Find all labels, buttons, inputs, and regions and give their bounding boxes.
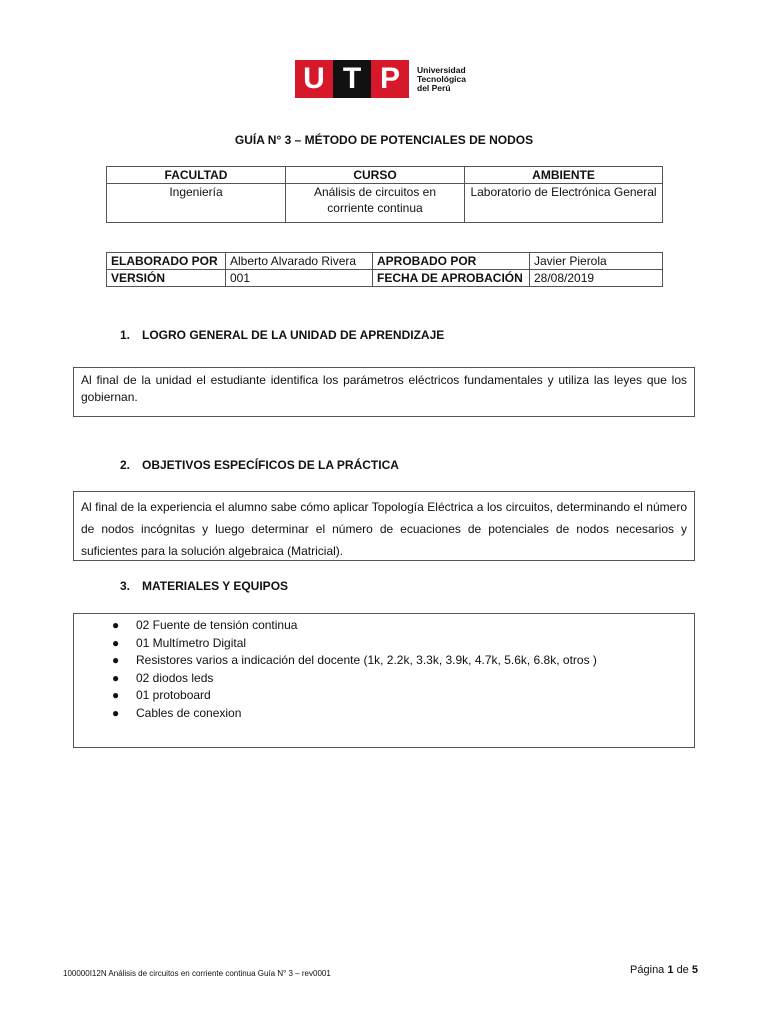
logo-letter-p: P	[371, 60, 409, 98]
bullet-icon: ●	[112, 705, 120, 720]
list-item: ● 02 Fuente de tensión continua	[136, 617, 687, 635]
header-curso: CURSO	[286, 167, 465, 184]
section-2-heading: 2. OBJETIVOS ESPECÍFICOS DE LA PRÁCTICA	[120, 458, 399, 472]
value-facultad: Ingeniería	[107, 184, 286, 223]
elaborado-value: Alberto Alvarado Rivera	[226, 253, 373, 270]
aprobado-value: Javier Pierola	[530, 253, 663, 270]
version-value: 001	[226, 270, 373, 287]
list-item: ● Cables de conexion	[136, 705, 687, 723]
bullet-icon: ●	[112, 688, 120, 702]
list-item: ● Resistores varios a indicación del docente (1k, 2.2k, 3.3k, 3.9k, 4.7k, 5.6k, 6.8k, otros )	[136, 652, 687, 670]
bullet-icon: ●	[112, 653, 120, 667]
logo-letter-u: U	[295, 60, 333, 98]
footer-document-code: 100000I12N Análisis de circuitos en corriente continua Guía N° 3 – rev0001	[63, 969, 331, 978]
list-item: ● 01 Multímetro Digital	[136, 635, 687, 653]
value-ambiente: Laboratorio de Electrónica General	[465, 184, 663, 223]
fecha-label: FECHA DE APROBACIÓN	[373, 270, 530, 287]
materials-list	[81, 617, 687, 722]
fecha-value: 28/08/2019	[530, 270, 663, 287]
utp-logo	[295, 60, 466, 98]
logo-university-name: Universidad Tecnológica del Perú	[417, 64, 466, 93]
header-ambiente: AMBIENTE	[465, 167, 663, 184]
list-item: ● 02 diodos leds	[136, 670, 687, 688]
document-title: GUÍA N° 3 – MÉTODO DE POTENCIALES DE NODOS	[234, 133, 534, 147]
section-1-heading: 1. LOGRO GENERAL DE LA UNIDAD DE APRENDIZAJE	[120, 328, 445, 342]
value-curso: Análisis de circuitos en corriente continua	[286, 184, 465, 223]
materials-box	[73, 613, 695, 748]
version-label: VERSIÓN	[107, 270, 226, 287]
section-3-heading: 3. MATERIALES Y EQUIPOS	[120, 579, 289, 593]
meta-table	[106, 252, 663, 287]
logo-letter-t: T	[333, 60, 371, 98]
bullet-icon: ●	[112, 618, 120, 632]
bullet-icon: ●	[112, 635, 120, 650]
aprobado-label: APROBADO POR	[373, 253, 530, 270]
list-item: ● 01 protoboard	[136, 687, 687, 705]
bullet-icon: ●	[112, 670, 120, 685]
elaborado-label: ELABORADO POR	[107, 253, 226, 270]
header-facultad: FACULTAD	[107, 167, 286, 184]
info-table	[106, 166, 663, 223]
section-1-text: Al final de la unidad el estudiante identifica los parámetros eléctricos fundamentales y utiliza las leyes que los gobiernan.	[73, 367, 695, 417]
section-2-text: Al final de la experiencia el alumno sabe cómo aplicar Topología Eléctrica a los circuitos, determinando el número de nodos incógnitas y luego determinar el número de ecuaciones de potenciales de nodos necesarios y suficientes para la solución algebraica (Matricial).	[73, 491, 695, 561]
footer-page-number: Página 1 de 5	[630, 964, 698, 976]
